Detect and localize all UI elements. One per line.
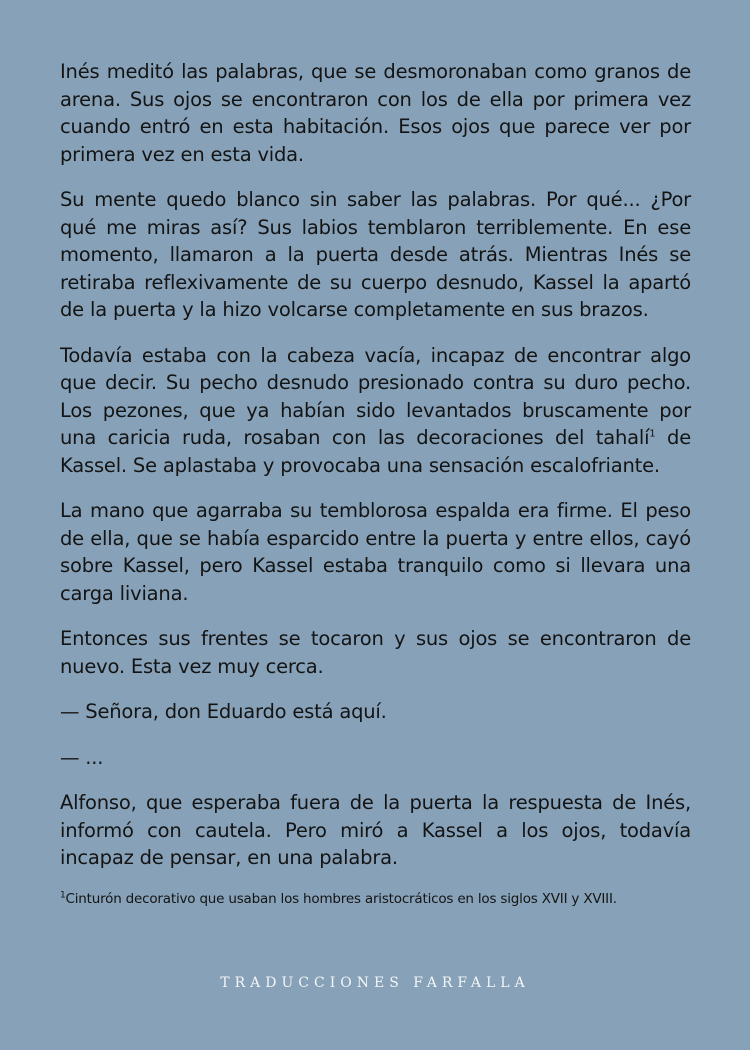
footnote <box>60 890 691 908</box>
paragraph-text: Todavía estaba con la cabeza vacía, incapaz de encontrar algo que decir. Su pecho desnudo presionado contra su duro pecho. Los pezones, que ya habían sido levantados bruscamente por una caricia ruda, rosaban con las decoraciones del tahalí <box>60 343 691 449</box>
paragraph: La mano que agarraba su temblorosa espalda era firme. El peso de ella, que se había esparcido entre la puerta y entre ellos, cayó sobre Kassel, pero Kassel estaba tranquilo como si llevara una carga liviana. <box>60 499 691 605</box>
paragraph <box>60 342 691 480</box>
paragraph: Alfonso, que esperaba fuera de la puerta la respuesta de Inés, informó con cautela. Pero miró a Kassel a los ojos, todavía incapaz de pensar, en una palabra. <box>60 791 691 869</box>
paragraph: Inés meditó las palabras, que se desmoronaban como granos de arena. Sus ojos se encontraron con los de ella por primera vez cuando entró en esta habitación. Esos ojos que parece ver por primera vez en esta vida. <box>60 60 691 166</box>
translator-credit: TRADUCCIONES FARFALLA <box>220 975 530 991</box>
paragraph: Entonces sus frentes se tocaron y sus ojos se encontraron de nuevo. Esta vez muy cerca. <box>60 627 691 678</box>
footnote-text: Cinturón decorativo que usaban los hombres aristocráticos en los siglos XVII y XVIII. <box>65 890 617 907</box>
dialogue-line: — ... <box>60 745 104 769</box>
page-content <box>60 58 691 908</box>
dialogue-line: — Señora, don Eduardo está aquí. <box>60 700 387 723</box>
footnote-reference: 1 <box>649 428 656 440</box>
footnote-marker: 1 <box>60 890 66 900</box>
paragraph: Su mente quedo blanco sin saber las palabras. Por qué... ¿Por qué me miras así? Sus labios temblaron terriblemente. En ese momento, llamaron a la puerta desde atrás. Mientras Inés se retiraba reflexivamente de su cuerpo desnudo, Kassel la apartó de la puerta y la hizo volcarse completamente en sus brazos. <box>60 188 691 321</box>
paragraph-text: de Kassel. Se aplastaba y provocaba una sensación escalofriante. <box>60 426 691 477</box>
